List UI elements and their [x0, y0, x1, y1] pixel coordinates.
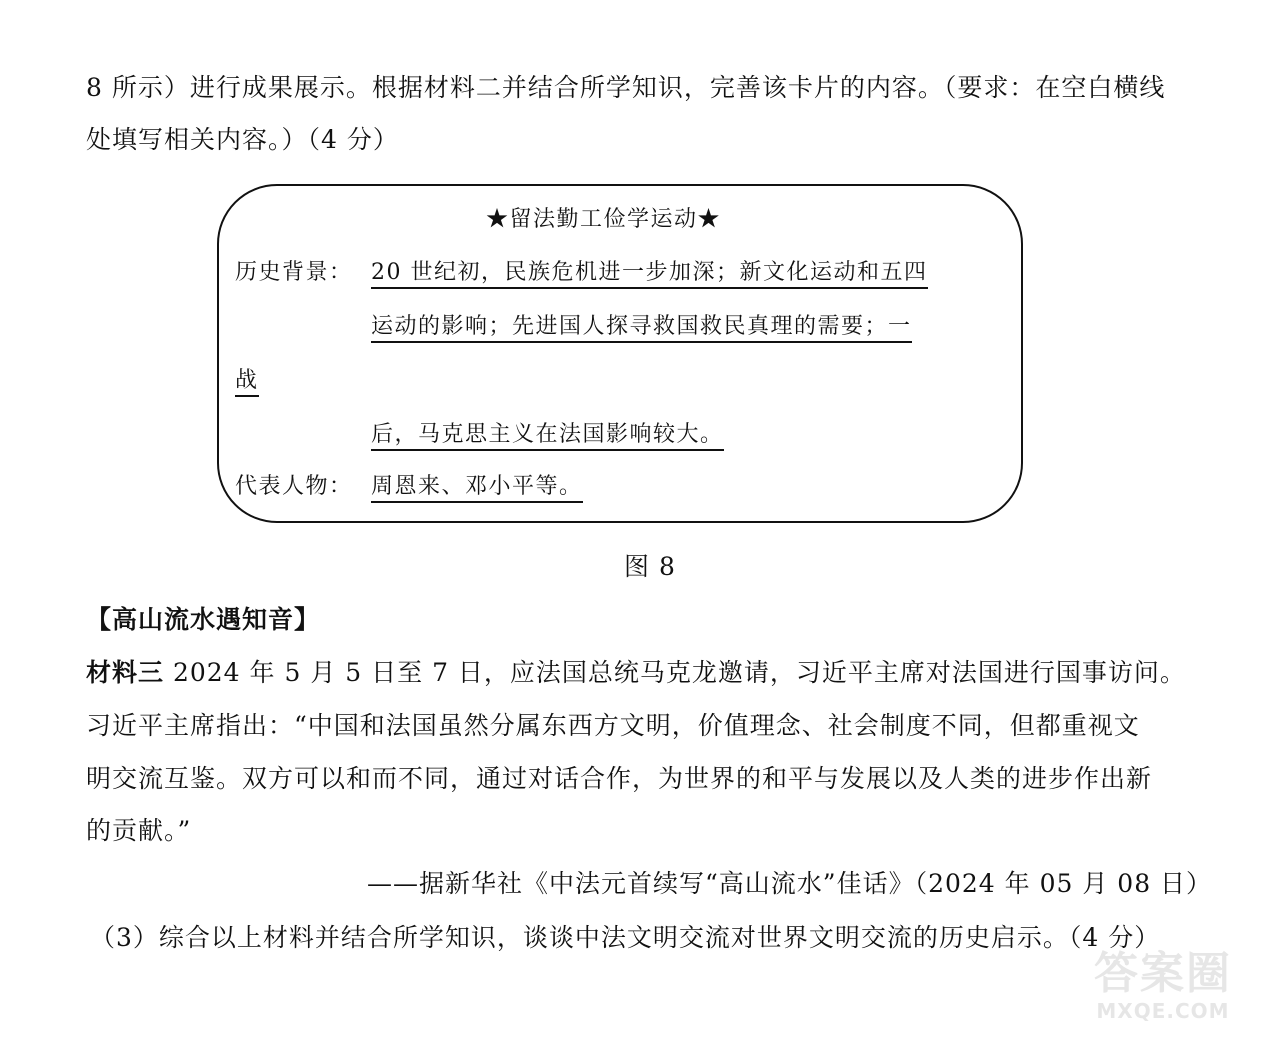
material3-label: 材料三 [86, 658, 165, 687]
intro-line-2: 处填写相关内容。）（4 分） [86, 125, 399, 154]
background-answer-text-3: 战 [235, 368, 259, 397]
question-3: （3）综合以上材料并结合所学知识，谈谈中法文明交流对世界文明交流的历史启示。（4 分） [90, 923, 1161, 952]
people-answer-text: 周恩来、邓小平等。 [371, 474, 583, 503]
background-answer-text-1: 20 世纪初，民族危机进一步加深；新文化运动和五四 [371, 260, 928, 289]
background-answer-line-1 [371, 258, 928, 288]
material3-line-3: 明交流互鉴。双方可以和而不同，通过对话合作，为世界的和平与发展以及人类的进步作出新 [86, 764, 1153, 793]
material3-line-1 [86, 657, 1186, 689]
watermark-logo-text: 答案圈 [1094, 948, 1232, 999]
people-label: 代表人物： [235, 474, 353, 499]
material3-source: ——据新华社《中法元首续写“高山流水”佳话》（2024 年 05 月 08 日） [367, 869, 1213, 898]
people-answer-line [371, 472, 583, 502]
background-answer-line-4 [371, 420, 724, 450]
material3-text-1: 2024 年 5 月 5 日至 7 日，应法国总统马克龙邀请，习近平主席对法国进行国事访问。 [164, 658, 1186, 687]
background-answer-text-2: 运动的影响；先进国人探寻救国救民真理的需要；一 [371, 314, 912, 343]
background-answer-line-3 [235, 366, 259, 396]
figure-caption: 图 8 [624, 552, 676, 581]
background-answer-line-2 [371, 312, 912, 342]
background-answer-text-4: 后，马克思主义在法国影响较大。 [371, 422, 724, 451]
intro-line-1: 8 所示）进行成果展示。根据材料二并结合所学知识，完善该卡片的内容。（要求：在空白横线 [86, 73, 1166, 102]
section-heading: 【高山流水遇知音】 [86, 605, 321, 634]
card-title: ★留法勤工俭学运动★ [486, 207, 722, 232]
site-watermark [1068, 950, 1258, 1030]
material3-line-4: 的贡献。” [86, 816, 192, 845]
material3-line-2: 习近平主席指出：“中国和法国虽然分属东西方文明，价值理念、社会制度不同，但都重视文 [86, 711, 1140, 740]
watermark-domain: MXQE.COM [1096, 999, 1230, 1023]
background-label: 历史背景： [235, 260, 353, 285]
